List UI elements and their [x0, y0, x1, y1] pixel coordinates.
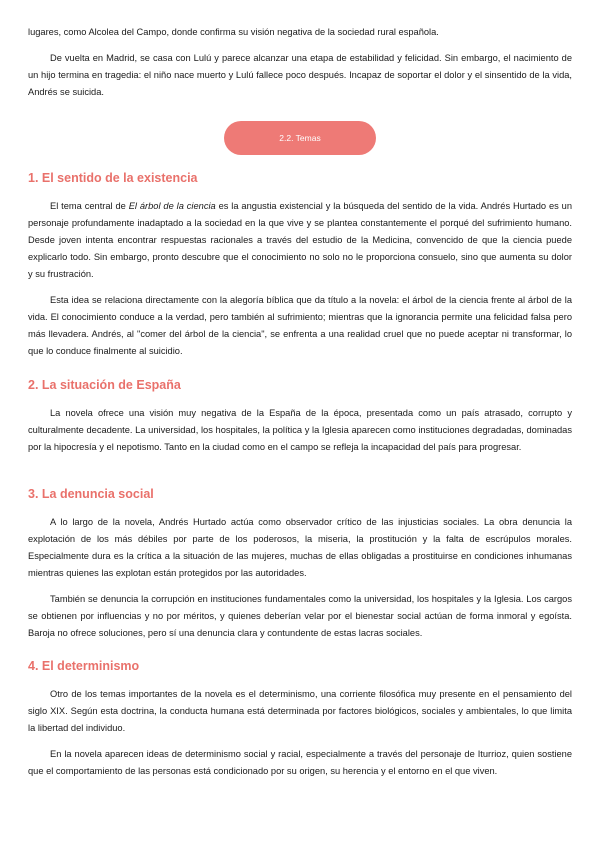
section-label-text: 2.2. Temas — [279, 133, 321, 143]
heading-denuncia: 3. La denuncia social — [28, 487, 154, 501]
existencia-p1-rest: es la angustia existencial y la búsqueda del sentido de la vida. Andrés Hurtado es un personaje profundamente inadaptado a la sociedad en la que vive y se plantea constantemente el porqué del sufrimiento humano. Desde joven intenta encontrar respuestas racionales a través del estudio de la Medicina, convencido de que la ciencia puede explicarlo todo. Sin embargo, pronto descubre que el conocimiento no solo no le proporciona consuelo, sino que aumenta su dolor y su frustración. — [28, 201, 572, 279]
heading-determinismo: 4. El determinismo — [28, 659, 140, 673]
existencia-paragraph-2: Esta idea se relaciona directamente con la alegoría bíblica que da título a la novela: el árbol de la ciencia frente al árbol de la vida. El conocimiento conduce a la verdad, pero también al sufrimiento; mientras que la ignorancia permite una felicidad falsa pero más llevadera. Andrés, al "comer del árbol de la ciencia", se enfrenta a una realidad cruel que no puede aceptar ni transformar, lo que lo conduce finalmente al suicidio. — [28, 295, 572, 356]
existencia-paragraph-1 — [28, 198, 572, 283]
determinismo-paragraph-1: Otro de los temas importantes de la novela es el determinismo, una corriente filosófica muy presente en el pensamiento del siglo XIX. Según esta doctrina, la conducta humana está determinada por factores biológicos, sociales y ambientales, lo que limita la libertad del individuo. — [28, 689, 572, 733]
intro-paragraph-2: De vuelta en Madrid, se casa con Lulú y parece alcanzar una etapa de estabilidad y felicidad. Sin embargo, el nacimiento de un hijo termina en tragedia: el niño nace muerto y Lulú fallece poco después. Incapaz de soportar el dolor y el sinsentido de la vida, Andrés se suicida. — [28, 53, 572, 97]
book-title: El árbol de la ciencia — [128, 201, 216, 211]
section-denuncia — [28, 486, 572, 642]
denuncia-paragraph-2: También se denuncia la corrupción en instituciones fundamentales como la universidad, los hospitales y la Iglesia. Los cargos se obtienen por influencias y no por méritos, y quienes deberían velar por el bienestar social actúan de forma inmoral y egoísta. Baroja no ofrece soluciones, pero sí una denuncia clara y contundente de estas lacras sociales. — [28, 594, 572, 638]
section-espana — [28, 377, 572, 456]
intro-block — [28, 24, 572, 101]
section-determinismo — [28, 658, 572, 780]
denuncia-paragraph-1: A lo largo de la novela, Andrés Hurtado actúa como observador crítico de las injusticias sociales. La obra denuncia la explotación de los más débiles por parte de los poderosos, la miseria, la prostitución y la falta de escrúpulos morales. Especialmente dura es la crítica a la situación de las mujeres, muchas de ellas obligadas a prostituirse en condiciones inhumanas mientras quienes las explotan están protegidos por las autoridades. — [28, 517, 572, 578]
section-label-badge — [224, 121, 376, 155]
intro-paragraph-1: lugares, como Alcolea del Campo, donde confirma su visión negativa de la sociedad rural española. — [28, 27, 439, 37]
section-existencia — [28, 170, 572, 360]
existencia-p1-start: El tema central de — [50, 201, 129, 211]
determinismo-paragraph-2: En la novela aparecen ideas de determinismo social y racial, especialmente a través del personaje de Iturrioz, quien sostiene que el comportamiento de las personas está condicionado por su origen, su herencia y el entorno en el que viven. — [28, 749, 572, 776]
espana-paragraph-1: La novela ofrece una visión muy negativa de la España de la época, presentada como un país atrasado, corrupto y culturalmente decadente. La universidad, los hospitales, la política y la Iglesia aparecen como instituciones degradadas, dominadas por la hipocresía y el nepotismo. Tanto en la ciudad como en el campo se refleja la incapacidad del país para progresar. — [28, 408, 572, 452]
heading-espana: 2. La situación de España — [28, 378, 181, 392]
heading-existencia: 1. El sentido de la existencia — [28, 171, 198, 185]
